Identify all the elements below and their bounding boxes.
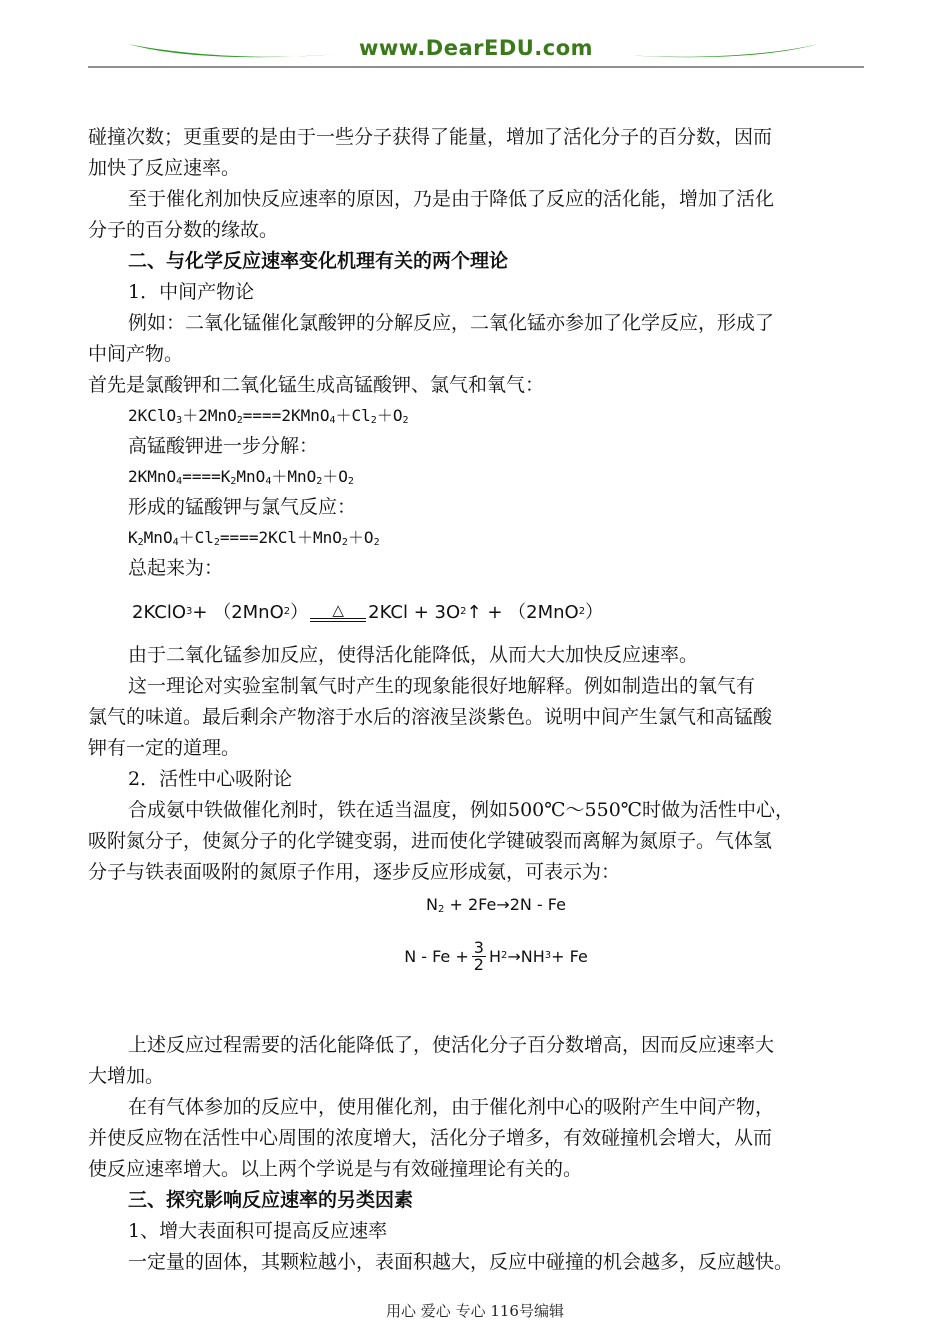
subsection-heading: 2．活性中心吸附论 bbox=[128, 768, 293, 790]
paragraph: 这一理论对实验室制氧气时产生的现象能很好地解释。例如制造出的氧气有 bbox=[128, 675, 756, 697]
paragraph: 首先是氯酸钾和二氧化锰生成高锰酸钾、氯气和氧气： bbox=[88, 374, 545, 396]
paragraph: 分子的百分数的缘故。 bbox=[88, 219, 279, 241]
paragraph: 大增加。 bbox=[88, 1065, 165, 1087]
equation-2: $2KMnO_4====K_2MnO_4+MnO_2+O_2$ bbox=[128, 467, 354, 487]
paragraph: 碰撞次数；更重要的是由于一些分子获得了能量，增加了活化分子的百分数，因而 bbox=[88, 126, 773, 148]
heat-condition-icon: △ bbox=[310, 602, 366, 622]
paragraph: 例如：二氧化锰催化氯酸钾的分解反应，二氧化锰亦参加了化学反应，形成了 bbox=[128, 312, 775, 334]
equation-fe-1: $N_2 + 2Fe\to 2N - Fe$ bbox=[426, 895, 566, 915]
paragraph: 钾有一定的道理。 bbox=[88, 737, 241, 759]
paragraph: 形成的锰酸钾与氯气反应： bbox=[128, 496, 357, 518]
subsection-heading: 1．中间产物论 bbox=[128, 281, 255, 303]
paragraph: 上述反应过程需要的活化能降低了，使活化分子百分数增高，因而反应速率大 bbox=[128, 1034, 775, 1056]
paragraph: 吸附氮分子，使氮分子的化学键变弱，进而使化学键破裂而离解为氮原子。气体氢 bbox=[88, 830, 773, 852]
fraction: $\frac{3}{2}$ bbox=[473, 937, 484, 974]
paragraph: 氯气的味道。最后剩余产物溶于水后的溶液呈淡紫色。说明中间产生氯气和高锰酸 bbox=[88, 706, 773, 728]
paragraph: 分子与铁表面吸附的氮原子作用，逐步反应形成氨，可表示为： bbox=[88, 861, 621, 883]
equation-fe-2: N - Fe + $\frac{3}{2}$ H 2 →NH 3 + Fe bbox=[404, 937, 588, 974]
paragraph: 由于二氧化锰参加反应，使得活化能降低，从而大大加快反应速率。 bbox=[128, 644, 699, 666]
section-heading: 二、与化学反应速率变化机理有关的两个理论 bbox=[128, 250, 509, 272]
paragraph: 高锰酸钾进一步分解： bbox=[128, 435, 319, 457]
paragraph: 中间产物。 bbox=[88, 343, 184, 365]
equation-1: $2KClO_3+2MnO_2====2KMnO_4+Cl_2+O_2$ bbox=[128, 406, 409, 426]
paragraph: 使反应速率增大。以上两个学说是与有效碰撞理论有关的。 bbox=[88, 1158, 583, 1180]
section-heading: 三、探究影响反应速率的另类因素 bbox=[128, 1189, 414, 1211]
equation-3: $K_2MnO_4+Cl_2====2KCl+MnO_2+O_2$ bbox=[128, 528, 380, 548]
paragraph: 合成氨中铁做催化剂时，铁在适当温度，例如500℃～550℃时做为活性中心， bbox=[128, 799, 795, 821]
paragraph: 加快了反应速率。 bbox=[88, 157, 241, 179]
paragraph: 一定量的固体，其颗粒越小，表面积越大，反应中碰撞的机会越多，反应越快。 bbox=[128, 1251, 794, 1273]
paragraph: 在有气体参加的反应中，使用催化剂，由于催化剂中心的吸附产生中间产物， bbox=[128, 1096, 775, 1118]
site-logo-text[interactable]: www.DearEDU.com bbox=[358, 36, 594, 60]
paragraph: 并使反应物在活性中心周围的浓度增大，活化分子增多，有效碰撞机会增大，从而 bbox=[88, 1127, 773, 1149]
paragraph: 总起来为： bbox=[128, 557, 224, 579]
paragraph: 至于催化剂加快反应速率的原因，乃是由于降低了反应的活化能，增加了活化 bbox=[128, 188, 775, 210]
page-header bbox=[88, 30, 864, 70]
document-body bbox=[88, 122, 864, 1278]
page-footer: 用心 爱心 专心 116号编辑 bbox=[386, 1302, 564, 1320]
overall-equation: 2KClO 3 + （2MnO 2 ） △ 2KCl + 3O 2 ↑ + （2MnO 2 ） bbox=[132, 601, 604, 623]
subsection-heading: 1、增大表面积可提高反应速率 bbox=[128, 1220, 388, 1242]
